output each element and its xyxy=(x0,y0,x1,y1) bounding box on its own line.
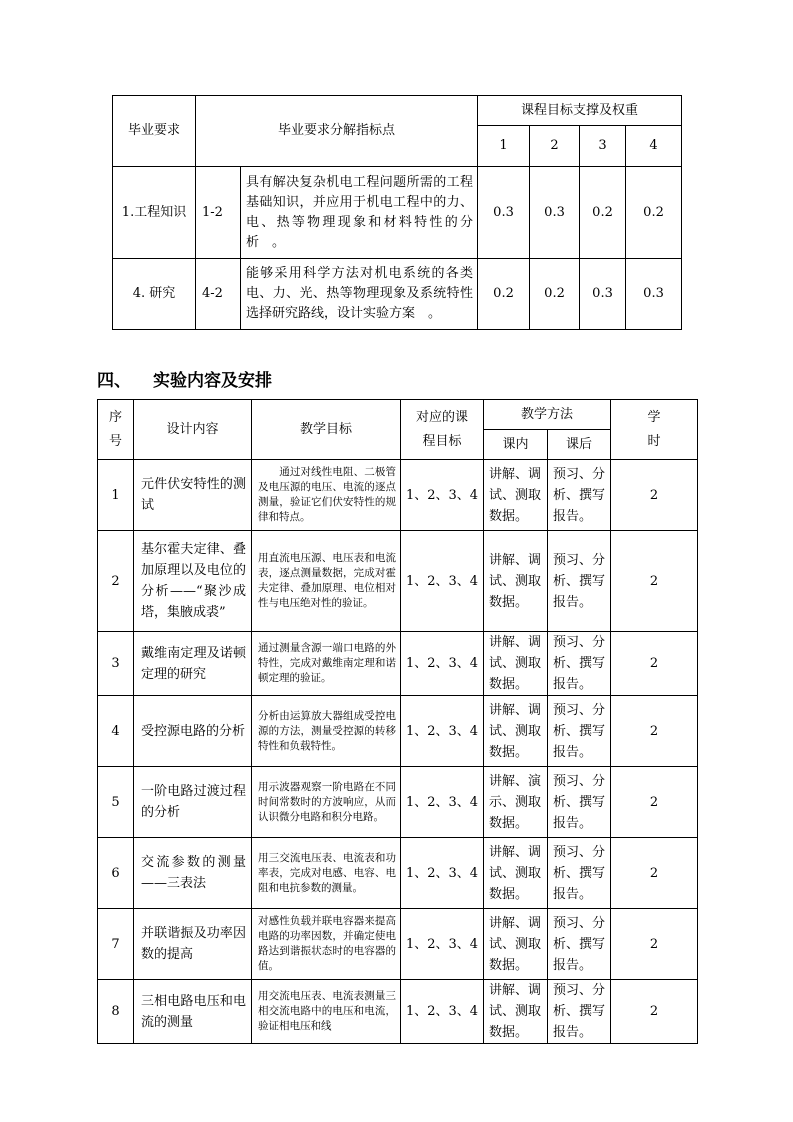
table-row xyxy=(98,838,698,909)
teaching-objective: 通过对线性电阻、二极管及电压源的电压、电流的逐点测量，验证它们伏安特性的规律和特点。 xyxy=(252,460,401,531)
header-hours: 学时 xyxy=(611,400,698,460)
weight-cell: 0.2 xyxy=(478,259,530,330)
course-goals: 1、2、3、4 xyxy=(401,632,484,696)
course-goals: 1、2、3、4 xyxy=(401,980,484,1044)
design-content: 一阶电路过渡过程的分析 xyxy=(134,767,252,838)
requirement-cell: 4. 研究 xyxy=(113,259,196,330)
course-goals: 1、2、3、4 xyxy=(401,838,484,909)
teaching-objective: 分析由运算放大器组成受控电源的方法，测量受控源的转移特性和负载特性。 xyxy=(252,696,401,767)
course-goals: 1、2、3、4 xyxy=(401,696,484,767)
graduation-requirements-table xyxy=(112,95,682,330)
course-goals: 1、2、3、4 xyxy=(401,767,484,838)
design-content: 交流参数的测量——三表法 xyxy=(134,838,252,909)
teaching-objective: 用示波器观察一阶电路在不同时间常数时的方波响应，从而认识微分电路和积分电路。 xyxy=(252,767,401,838)
in-class-method: 讲解、调试、测取数据。 xyxy=(484,531,548,632)
hours: 2 xyxy=(611,980,698,1044)
in-class-method: 讲解、调试、测取数据。 xyxy=(484,460,548,531)
in-class-method: 讲解、调试、测取数据。 xyxy=(484,980,548,1044)
header-goal-4: 4 xyxy=(626,126,682,167)
weight-cell: 0.3 xyxy=(530,167,580,259)
after-class-method: 预习、分析、撰写报告。 xyxy=(548,632,611,696)
course-goals: 1、2、3、4 xyxy=(401,460,484,531)
in-class-method: 讲解、调试、测取数据。 xyxy=(484,838,548,909)
indicator-index: 4-2 xyxy=(196,259,241,330)
header-course-goal: 对应的课程目标 xyxy=(401,400,484,460)
design-content: 戴维南定理及诺顿定理的研究 xyxy=(134,632,252,696)
row-number: 6 xyxy=(98,838,134,909)
course-goals: 1、2、3、4 xyxy=(401,531,484,632)
design-content: 受控源电路的分析 xyxy=(134,696,252,767)
row-number: 4 xyxy=(98,696,134,767)
experiment-table xyxy=(97,399,698,1044)
weight-cell: 0.3 xyxy=(626,259,682,330)
teaching-objective: 用交流电压表、电流表测量三相交流电路中的电压和电流，验证相电压和线 xyxy=(252,980,401,1044)
header-in-class: 课内 xyxy=(484,430,548,460)
row-number: 5 xyxy=(98,767,134,838)
hours: 2 xyxy=(611,460,698,531)
after-class-method: 预习、分析、撰写报告。 xyxy=(548,696,611,767)
table-row xyxy=(98,531,698,632)
section-title: 实验内容及安排 xyxy=(153,371,272,391)
design-content: 基尔霍夫定律、叠加原理以及电位的分析——“聚沙成塔，集腋成裘” xyxy=(134,531,252,632)
table-row xyxy=(98,696,698,767)
table-row xyxy=(98,909,698,980)
row-number: 2 xyxy=(98,531,134,632)
table-row xyxy=(98,767,698,838)
table-row xyxy=(98,460,698,531)
hours: 2 xyxy=(611,632,698,696)
indicator-description: 能够采用科学方法对机电系统的各类电、力、光、热等物理现象及系统特性选择研究路线，设计实验方案 。 xyxy=(241,259,478,330)
row-number: 3 xyxy=(98,632,134,696)
table-row xyxy=(98,632,698,696)
hours: 2 xyxy=(611,909,698,980)
section-number: 四、 xyxy=(97,371,131,391)
design-content: 并联谐振及功率因数的提高 xyxy=(134,909,252,980)
header-goal-3: 3 xyxy=(580,126,626,167)
header-goal-2: 2 xyxy=(530,126,580,167)
row-number: 8 xyxy=(98,980,134,1044)
row-number: 7 xyxy=(98,909,134,980)
hours: 2 xyxy=(611,767,698,838)
after-class-method: 预习、分析、撰写报告。 xyxy=(548,980,611,1044)
indicator-description: 具有解决复杂机电工程问题所需的工程基础知识，并应用于机电工程中的力、电、热等物理现象和材料特性的分析 。 xyxy=(241,167,478,259)
weight-cell: 0.2 xyxy=(580,167,626,259)
after-class-method: 预习、分析、撰写报告。 xyxy=(548,909,611,980)
header-indicator: 毕业要求分解指标点 xyxy=(196,96,478,167)
in-class-method: 讲解、调试、测取数据。 xyxy=(484,909,548,980)
header-method: 教学方法 xyxy=(484,400,611,430)
after-class-method: 预习、分析、撰写报告。 xyxy=(548,531,611,632)
header-requirement: 毕业要求 xyxy=(113,96,196,167)
requirement-cell: 1.工程知识 xyxy=(113,167,196,259)
table-row xyxy=(98,980,698,1044)
weight-cell: 0.3 xyxy=(478,167,530,259)
hours: 2 xyxy=(611,696,698,767)
indicator-index: 1-2 xyxy=(196,167,241,259)
teaching-objective: 用三交流电压表、电流表和功率表，完成对电感、电容、电阻和电抗参数的测量。 xyxy=(252,838,401,909)
teaching-objective: 通过测量含源一端口电路的外特性，完成对戴维南定理和诺顿定理的验证。 xyxy=(252,632,401,696)
in-class-method: 讲解、演示、测取数据。 xyxy=(484,767,548,838)
weight-cell: 0.2 xyxy=(530,259,580,330)
hours: 2 xyxy=(611,531,698,632)
in-class-method: 讲解、调试、测取数据。 xyxy=(484,632,548,696)
teaching-objective: 对感性负载并联电容器来提高电路的功率因数，并确定使电路达到谐振状态时的电容器的值。 xyxy=(252,909,401,980)
in-class-method: 讲解、调试、测取数据。 xyxy=(484,696,548,767)
header-no: 序号 xyxy=(98,400,134,460)
after-class-method: 预习、分析、撰写报告。 xyxy=(548,767,611,838)
table-row xyxy=(113,259,682,330)
weight-cell: 0.3 xyxy=(580,259,626,330)
header-design: 设计内容 xyxy=(134,400,252,460)
after-class-method: 预习、分析、撰写报告。 xyxy=(548,838,611,909)
teaching-objective: 用直流电压源、电压表和电流表，逐点测量数据，完成对霍夫定律、叠加原理、电位相对性与电压绝对性的验证。 xyxy=(252,531,401,632)
header-objective: 教学目标 xyxy=(252,400,401,460)
course-goals: 1、2、3、4 xyxy=(401,909,484,980)
header-support-weight: 课程目标支撑及权重 xyxy=(478,96,682,126)
row-number: 1 xyxy=(98,460,134,531)
header-after-class: 课后 xyxy=(548,430,611,460)
table-row xyxy=(113,167,682,259)
after-class-method: 预习、分析、撰写报告。 xyxy=(548,460,611,531)
header-goal-1: 1 xyxy=(478,126,530,167)
weight-cell: 0.2 xyxy=(626,167,682,259)
hours: 2 xyxy=(611,838,698,909)
design-content: 元件伏安特性的测试 xyxy=(134,460,252,531)
section-heading xyxy=(97,366,272,391)
design-content: 三相电路电压和电流的测量 xyxy=(134,980,252,1044)
